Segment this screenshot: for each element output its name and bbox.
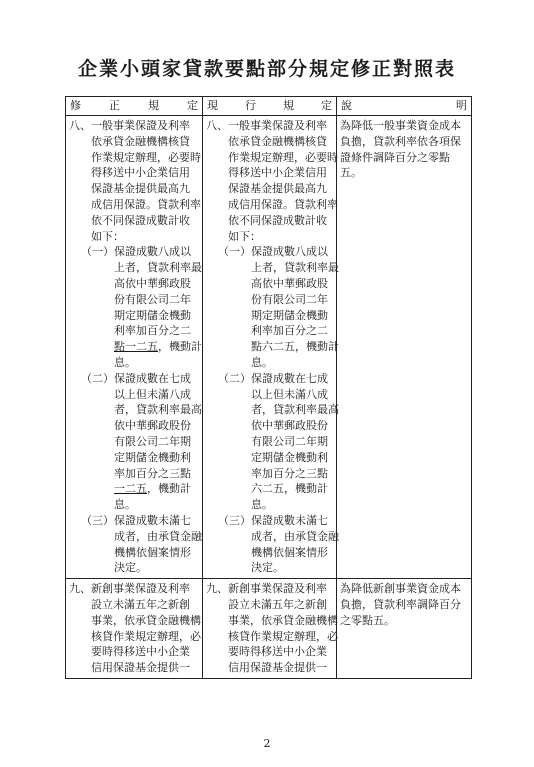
revised-rate-1: 點一二五	[114, 340, 158, 354]
clause-2: （二） 保證成數在七成 以上但未滿八成 者，貸款利率最高 依中華郵政股份 有限公司二年期 定期儲金機動利 率加百分之三點 一二五，機動計 息。	[81, 371, 202, 512]
row8-current-cell: 八、 一般事業保證及利率 依承貸金融機構核貸 作業規定辦理，必要時 得移送中小企業信用 保證基金提供最高九 成信用保證。貸款利率 依不同保證成數計收 如下： （一） 保證成數八成以 上者，貸款利率最 高依中華郵政股 份有限公司二年 期定期儲金機動 利率加百分之二 點六二五，機動計 息。 （二） 保證成數在七成 以上但未滿八成 者，貸款利率最高 依中華郵政股份 有限公司二年期 定期儲金機動利 率加百分之三點 六二五，機動計 息。 （三） 保證成數未滿七 成者，由承貸金融 機構依個案情形 決定。	[203, 116, 337, 579]
row9-revised-cell: 九、 新創事業保證及利率 設立未滿五年之新創 事業，依承貸金融機構 核貸作業規定辦理，必 要時得移送中小企業 信用保證基金提供一	[66, 579, 203, 679]
header-current: 現 行 規 定	[203, 97, 337, 116]
clause-1: （一） 保證成數八成以 上者，貸款利率最 高依中華郵政股 份有限公司二年 期定期儲金機動 利率加百分之二 點一二五，機動計 息。	[81, 245, 202, 369]
row9-note-cell: 為降低新創事業資金成本負擔，貸款利率調降百分之零點五。	[337, 579, 472, 679]
row8-note-cell: 為降低一般事業資金成本負擔，貸款利率依各項保證條件調降百分之零點五。	[337, 116, 472, 579]
header-note: 說 明	[337, 97, 472, 116]
table-header-row	[66, 97, 472, 116]
clause-3: （三） 保證成數未滿七 成者，由承貸金融 機構依個案情形 決定。	[81, 513, 202, 575]
clause-1: （一） 保證成數八成以 上者，貸款利率最 高依中華郵政股 份有限公司二年 期定期儲金機動 利率加百分之二 點六二五，機動計 息。	[218, 245, 339, 369]
clause-2: （二） 保證成數在七成 以上但未滿八成 者，貸款利率最高 依中華郵政股份 有限公司二年期 定期儲金機動利 率加百分之三點 六二五，機動計 息。	[218, 371, 339, 512]
clause-3: （三） 保證成數未滿七 成者，由承貸金融 機構依個案情形 決定。	[218, 513, 339, 575]
revised-rate-2: 一二五	[114, 482, 147, 496]
table-row	[66, 116, 472, 579]
header-revised: 修 正 規 定	[66, 97, 203, 116]
row8-revised-cell: 八、 一般事業保證及利率 依承貸金融機構核貸 作業規定辦理，必要時 得移送中小企業信用 保證基金提供最高九 成信用保證。貸款利率 依不同保證成數計收 如下： （一） 保證成數八成以 上者，貸款利率最 高依中華郵政股 份有限公司二年 期定期儲金機動 利率加百分之二 點一二五，機動計 息。 （二） 保證成數在七成 以上但未滿八成 者，貸款利率最高 依中華郵政股份 有限公司二年期 定期儲金機動利 率加百分之三點 一二五，機動計 息。 （三） 保證成數未滿七 成者，由承貸金融 機構依個案情形 決定。	[66, 116, 203, 579]
document-title: 企業小頭家貸款要點部分規定修正對照表	[77, 58, 456, 80]
comparison-table	[65, 96, 472, 679]
table-row	[66, 579, 472, 679]
page-number: 2	[263, 737, 271, 750]
row9-current-cell: 九、 新創事業保證及利率 設立未滿五年之新創 事業，依承貸金融機構 核貸作業規定辦理，必 要時得移送中小企業 信用保證基金提供一	[203, 579, 337, 679]
